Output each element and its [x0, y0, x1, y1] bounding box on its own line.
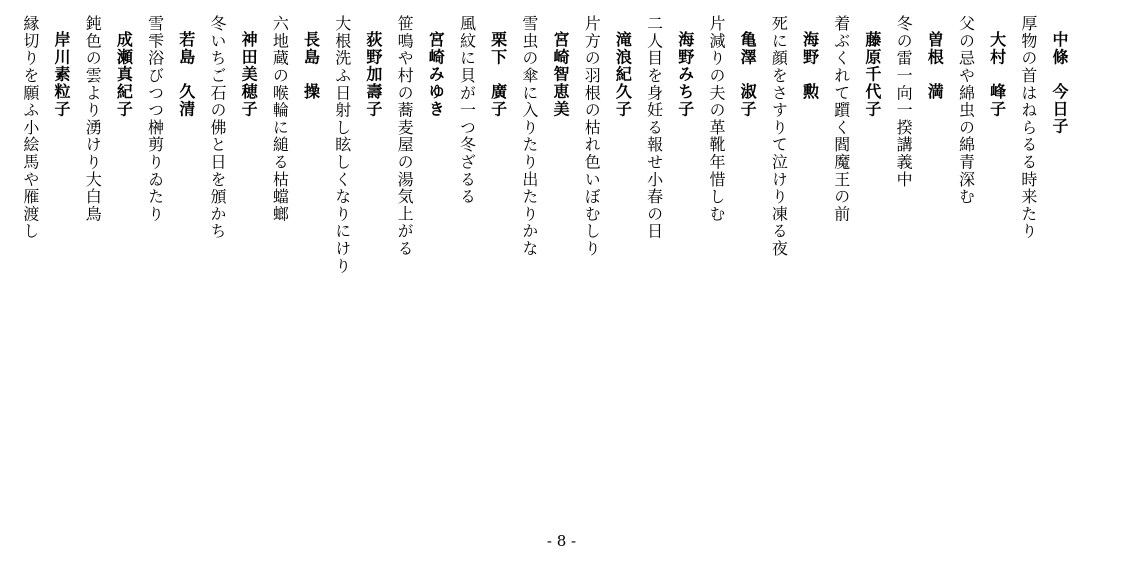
haiku-text: 片方の羽根の枯れ色いぼむしり: [582, 15, 602, 258]
haiku-entry: [77, 12, 139, 223]
haiku-entry: [638, 12, 700, 240]
haiku-entry: [139, 12, 201, 223]
haiku-entry: [826, 12, 888, 223]
haiku-entry: [451, 12, 513, 205]
author-name: 栗下 廣子: [488, 31, 508, 118]
haiku-entry: [202, 12, 264, 240]
haiku-text: 冬いちご石の佛と日を頒かち: [207, 15, 227, 240]
author-name: 若島 久清: [176, 31, 196, 118]
author-name: 海野みち子: [675, 31, 695, 118]
author-name: 長島 操: [301, 31, 321, 101]
haiku-text: 大根洗ふ日射し眩しくなりにけり: [332, 15, 352, 275]
haiku-text: 片減りの夫の革靴年惜しむ: [706, 15, 726, 223]
haiku-text: 雪雫浴びつつ榊剪りゐたり: [145, 15, 165, 223]
haiku-text: 笹鳴や村の蕎麦屋の湯気上がる: [395, 15, 415, 258]
haiku-columns: [15, 12, 1075, 342]
author-name: 海野 勲: [800, 31, 820, 101]
haiku-text: 父の忌や綿虫の綿青深む: [956, 15, 976, 206]
haiku-text: 雪虫の傘に入りたり出たりかな: [519, 15, 539, 258]
haiku-entry: [389, 12, 451, 257]
haiku-entry: [950, 12, 1012, 205]
haiku-entry: [888, 12, 950, 188]
author-name: 亀澤 淑子: [738, 31, 758, 118]
haiku-entry: [264, 12, 326, 223]
haiku-text: 縁切りを願ふ小絵馬や雁渡し: [20, 15, 40, 240]
haiku-entry: [514, 12, 576, 257]
author-name: 荻野加壽子: [363, 31, 383, 118]
author-name: 宮崎みゆき: [426, 31, 446, 118]
haiku-entry: [1013, 12, 1075, 240]
author-name: 滝浪紀久子: [613, 31, 633, 118]
haiku-text: 二人目を身妊る報せ小春の日: [644, 15, 664, 240]
haiku-text: 冬の雷一向一揆講義中: [894, 15, 914, 188]
haiku-text: 六地蔵の喉輪に縋る枯蟷螂: [270, 15, 290, 223]
author-name: 曽根 満: [925, 31, 945, 101]
author-name: 中條 今日子: [1050, 31, 1069, 135]
author-name: 岸川素粒子: [52, 31, 71, 118]
page-number: - 8 -: [546, 532, 577, 550]
haiku-text: 厚物の首はねらるる時来たり: [1018, 15, 1038, 240]
haiku-entry: [763, 12, 825, 257]
haiku-text: 死に顔をさすりて泣けり凍る夜: [769, 15, 789, 258]
author-name: 神田美穂子: [239, 31, 259, 118]
haiku-text: 着ぶくれて躓く閻魔王の前: [831, 15, 851, 223]
haiku-entry: [15, 12, 77, 240]
haiku-entry: [576, 12, 638, 257]
haiku-entry: [701, 12, 763, 223]
author-name: 藤原千代子: [862, 31, 882, 118]
author-name: 成瀬真紀子: [114, 31, 134, 118]
author-name: 大村 峰子: [987, 31, 1007, 118]
haiku-entry: [327, 12, 389, 275]
haiku-text: 鈍色の雲より湧けり大白鳥: [83, 15, 103, 223]
author-name: 宮崎智恵美: [551, 31, 570, 118]
haiku-text: 風紋に貝が一つ冬ざるる: [457, 15, 477, 206]
